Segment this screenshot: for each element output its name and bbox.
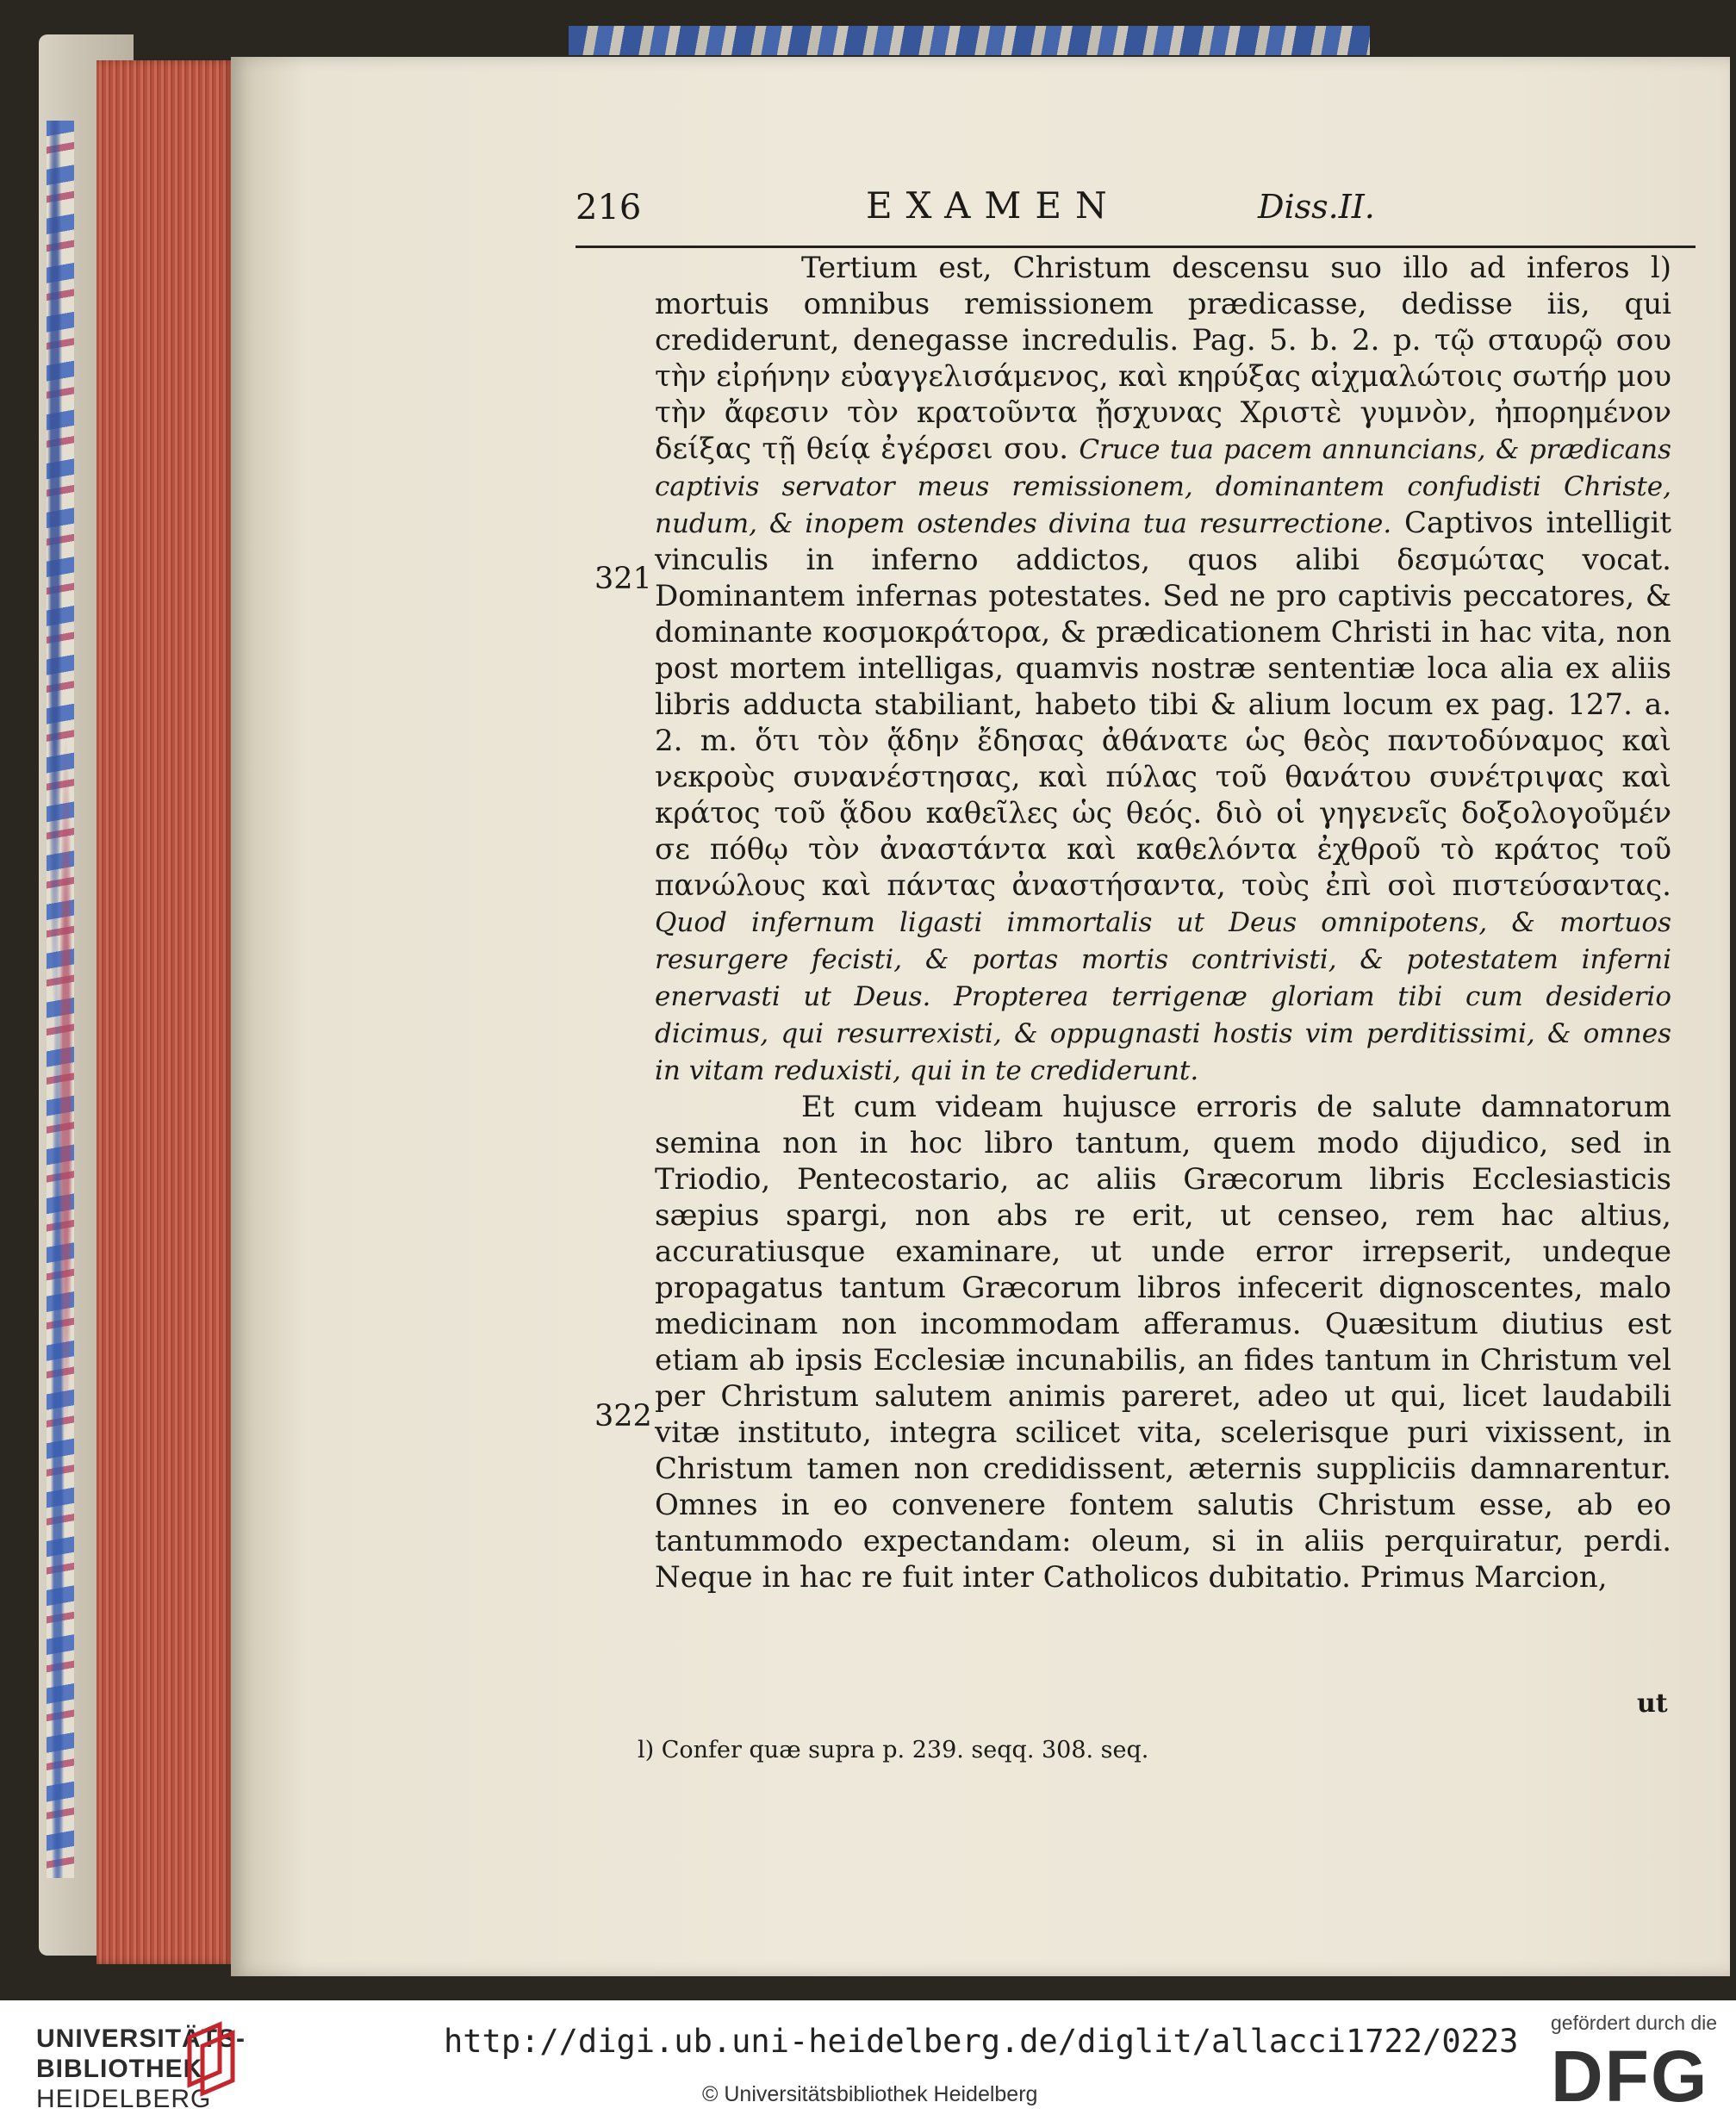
red-page-edges [96,60,234,1964]
section-label: Diss.II. [1258,188,1375,226]
page-body [655,250,1671,1595]
paragraph-tertium [655,250,1671,1089]
dfg-logo: DFG [1551,2036,1709,2117]
margin-number-321: 321 [594,562,652,596]
header-rule [576,246,1696,248]
copyright-notice: © Universitätsbibliothek Heidelberg [702,2082,1038,2106]
latin-translation-2: Quod infernum ligasti immortalis ut Deus omnipotens, & mortuos resurgere fecisti, & portas mortis contrivisti, & potestatem inferni enervasti ut Deus. Propterea terrigenæ gloriam tibi cum desiderio dicimus, qui resurrexisti, & oppugnasti hostis vim perditissimi, & omnes in vitam reduxisti, qui in te crediderunt. [655,907,1671,1086]
footnote: l) Confer quæ supra p. 239. seqq. 308. seq. [638,1737,1149,1763]
funded-by-label: gefördert durch die [1551,2012,1718,2034]
library-name-line2: BIBLIOTHEK [36,2055,203,2083]
paragraph-tertium-text: Tertium est, Christum descensu suo illo ad inferos l) mortuis omnibus remissionem prædicasse, dedisse iis, qui crediderunt, denegasse incredulis. Pag. 5. b. 2. p. τῷ σταυρῷ σου τὴν εἰρήνην εὐαγγελισάμενος, καὶ κηρύξας αἰχμαλώτοις σωτήρ μου τὴν ἄφεσιν τὸν κρατοῦντα ᾔσχυνας Χριστὲ γυμνὸν, ἠπορημένον δείξας τῇ θείᾳ ἐγέρσει σου. [655,251,1671,466]
paragraph-tertium-continuation: Captivos intelligit vinculis in inferno addictos, quos alibi δεσμώτας vocat. Dominantem infernas potestates. Sed ne pro captivis peccatores, & dominante κοσμοκράτορα, & prædicationem Christi in hac vita, non post mortem intelligas, quamvis nostræ sententiæ loca alia ex aliis libris adducta stabiliant, habeto tibi & alium locum ex pag. 127. a. 2. m. ὅτι τὸν ᾅδην ἔδησας ἀθάνατε ὡς θεὸς παντοδύναμος καὶ νεκροὺς συνανέστησας, καὶ πύλας τοῦ θανάτου συνέτριψας καὶ κράτος τοῦ ᾅδου καθεῖλες ὡς θεός. διὸ οἱ γηγενεῖς δοξολογοῦμέν σε πόθῳ τὸν ἀναστάντα καὶ καθελόντα ἐχθροῦ τὸ κράτος τοῦ πανώλους καὶ πάντας ἀναστήσαντα, τοὺς ἐπὶ σοὶ πιστεύσαντας. [655,506,1672,903]
library-name-line3: HEIDELBERG [36,2085,212,2113]
catchword: ut [1637,1689,1668,1719]
paragraph-et-cum: Et cum videam hujusce erroris de salute damnatorum semina non in hoc libro tantum, quem modo dijudico, sed in Triodio, Pentecostario, ac aliis Græcorum libris Ecclesiasticis sæpius spargi, non abs re erit, ut censeo, rem hac altius, accuratiusque examinare, ut unde error irrepserit, undeque propagatus tantum Græcorum libros infecerit dignoscentes, malo medicinam non incommodam afferamus. Quæsitum diutius est etiam ab ipsis Ecclesiæ incunabilis, an fides tantum in Christum vel per Christum salutem animis pareret, adeo ut qui, licet laudabili vitæ instituto, integra scilicet vita, scelerisque puri vixissent, in Christum tamen non credidissent, æternis suppliciis damnarentur. Omnes in eo convenere fontem salutis Christum esse, ab eo tantummodo expectandam: oleum, si in aliis perquiratur, perdi. Neque in hac re fuit inter Catholicos dubitatio. Primus Marcion, [655,1090,1671,1595]
library-name-line1: UNIVERSITÄTS- [36,2024,246,2053]
running-title: EXAMEN [866,184,1121,227]
permalink-url[interactable]: http://digi.ub.uni-heidelberg.de/diglit/allacci1722/0223 [444,2023,1519,2060]
margin-number-322: 322 [594,1399,652,1434]
page-number: 216 [576,188,642,227]
marbled-endpaper-top [569,26,1370,55]
library-logo-icon [181,2020,241,2098]
marbled-endpaper [47,121,74,1878]
viewer-footer [0,2000,1736,2127]
latin-translation-1: Cruce tua pacem annuncians, & prædicans captivis servator meus remissionem, dominantem confudisti Christe, nudum, & inopem ostendes divina tua resurrectione. [655,434,1671,539]
